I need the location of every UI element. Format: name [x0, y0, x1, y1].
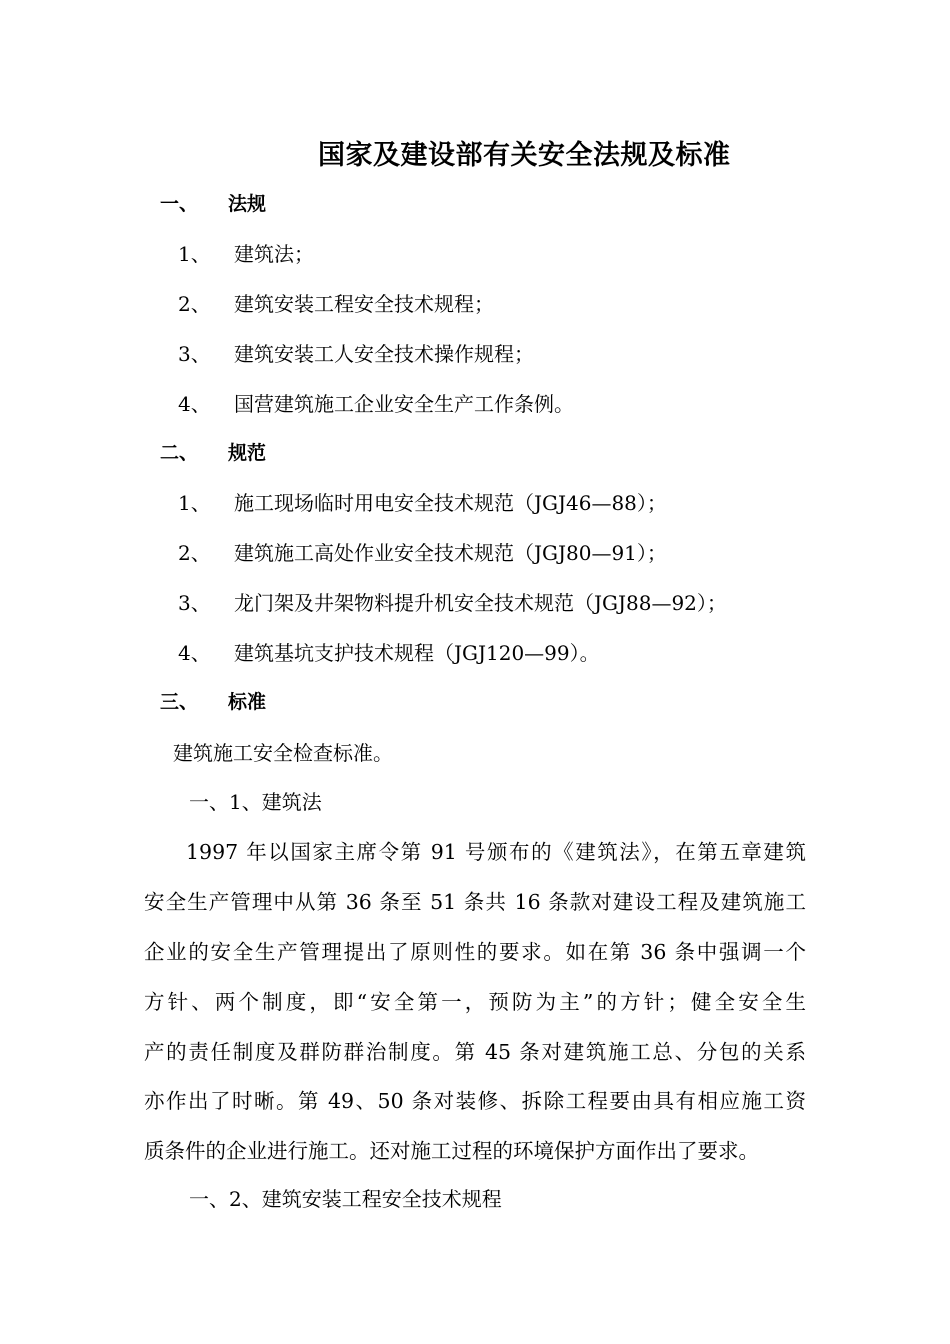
section-heading-standards: 标准	[228, 691, 267, 713]
paragraph-line: 企业的安全生产管理提出了原则性的要求。如在第 36 条中强调一个	[144, 940, 806, 964]
section-number: 一、	[160, 193, 199, 215]
section-heading-regulations: 法规	[228, 193, 267, 215]
list-item: 施工现场临时用电安全技术规范（JGJ46—88）；	[234, 491, 667, 515]
list-item-number: 4、	[178, 392, 211, 416]
paragraph-line: 质条件的企业进行施工。还对施工过程的环境保护方面作出了要求。	[144, 1139, 759, 1163]
list-item: 建筑施工高处作业安全技术规范（JGJ80—91）；	[234, 541, 667, 565]
subsection-heading: 一、2、建筑安装工程安全技术规程	[189, 1187, 502, 1211]
list-item-number: 3、	[178, 591, 211, 615]
list-item-number: 2、	[178, 541, 211, 565]
paragraph-line: 1997 年以国家主席令第 91 号颁布的《建筑法》，在第五章建筑	[186, 840, 806, 864]
section-heading-specifications: 规范	[228, 442, 267, 464]
paragraph-line: 安全生产管理中从第 36 条至 51 条共 16 条款对建设工程及建筑施工	[144, 890, 806, 914]
list-item: 建筑安装工人安全技术操作规程；	[234, 342, 534, 366]
paragraph-line: 亦作出了时晰。第 49、50 条对装修、拆除工程要由具有相应施工资	[144, 1089, 806, 1113]
standards-text: 建筑施工安全检查标准。	[173, 741, 393, 765]
page-title: 国家及建设部有关安全法规及标准	[318, 140, 731, 171]
section-number: 二、	[160, 442, 199, 464]
list-item: 建筑基坑支护技术规程（JGJ120—99）。	[234, 641, 600, 665]
paragraph-line: 方针、两个制度，即“安全第一，预防为主”的方针；健全安全生	[144, 990, 806, 1014]
subsection-heading: 一、1、建筑法	[189, 790, 322, 814]
section-number: 三、	[160, 691, 199, 713]
list-item: 龙门架及井架物料提升机安全技术规范（JGJ88—92）；	[234, 591, 727, 615]
list-item-number: 4、	[178, 641, 211, 665]
list-item: 建筑安装工程安全技术规程；	[234, 292, 494, 316]
list-item: 建筑法；	[234, 242, 314, 266]
list-item-number: 1、	[178, 491, 211, 515]
paragraph-line: 产的责任制度及群防群治制度。第 45 条对建筑施工总、分包的关系	[144, 1040, 806, 1064]
list-item: 国营建筑施工企业安全生产工作条例。	[234, 392, 574, 416]
list-item-number: 1、	[178, 242, 211, 266]
list-item-number: 2、	[178, 292, 211, 316]
list-item-number: 3、	[178, 342, 211, 366]
